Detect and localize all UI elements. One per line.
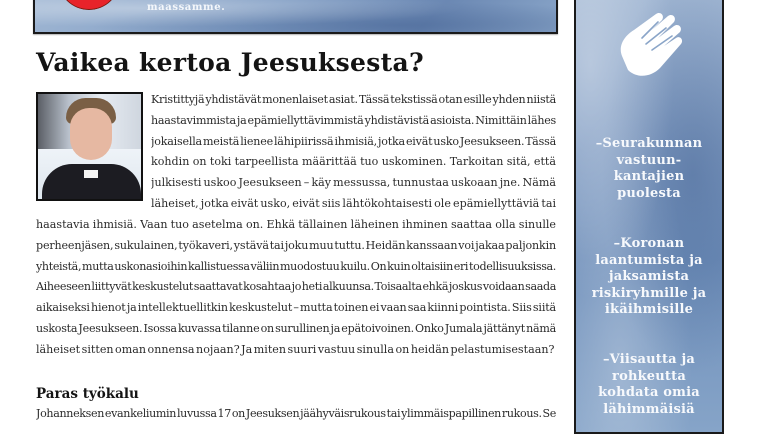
prayer-sidebar	[574, 0, 724, 434]
prayer-item	[576, 236, 722, 319]
prayer-line: –Seurakunnan	[595, 136, 703, 151]
prayer-item	[576, 136, 722, 202]
author-photo	[36, 92, 143, 201]
prayer-line: –Viisautta ja	[602, 352, 696, 367]
body-line: haastavia ihmisiä. Vaan tuo asetelma on. Ehkä tällainen läheinen ihminen saattaa olla sinulle	[36, 218, 556, 231]
body-line: Johanneksen evankeliumin luvussa 17 on Jeesuksen jäähyväisrukous tai ylimmäispapillinen rukous. Se	[36, 407, 556, 420]
prayer-line: lähimmäisiä	[603, 401, 695, 417]
banner-text: maassamme.	[147, 2, 226, 13]
body-line: uskosta Jeesukseen. Isossa kuvassa tilanne on surullinen ja epätoivoinen. Onko Jumala jättänyt nämä	[36, 321, 556, 335]
section-body	[36, 404, 556, 425]
church-logo-icon	[59, 0, 119, 10]
top-banner	[33, 0, 558, 34]
body-line: julkisesti uskoo Jeesukseen – käy messussa, tunnustaa uskoaan jne. Nämä	[151, 176, 556, 190]
prayer-line: jaksamista	[608, 269, 690, 284]
prayer-line: laantumista ja	[595, 252, 703, 268]
body-line: läheiset sitten oman onnensa nojaan? Ja miten suuri vastuu sinulla on heidän pelastumisestaan?	[36, 342, 555, 356]
praying-hand-icon	[612, 8, 692, 88]
body-line: kohdin on toki tarpeellista määrittää tuo uskominen. Tarkoitan sitä, että	[151, 155, 556, 169]
article-title: Vaikea kertoa Jeesuksesta?	[36, 48, 424, 77]
body-line: Aiheeseen liittyvät keskustelut saattavat kosahtaa jo heti alkuunsa. Toisaalta ehkä joskus voidaan saada	[36, 280, 556, 294]
prayer-line: kohdata omia	[598, 385, 700, 400]
body-line: Kristittyjä yhdistävät monenlaiset asiat. Tässä tekstissä otan esille yhden niistä	[151, 93, 556, 106]
prayer-line: rohkeutta	[612, 368, 686, 384]
body-line: läheiset, jotka eivät usko, eivät siis lähtökohtaisesti ole epämiellyttäviä tai	[151, 196, 556, 210]
prayer-line: riskiryhmille ja	[591, 285, 707, 301]
article-intro	[151, 90, 556, 215]
prayer-line: vastuun-	[616, 152, 682, 168]
body-line: jokaisella meistä lienee lähipiirissä ihmisiä, jotka eivät usko Jeesukseen. Tässä	[151, 134, 556, 148]
prayer-line: ikäihmisille	[604, 302, 694, 317]
prayer-item	[576, 352, 722, 418]
body-line: perheenjäsen, sukulainen, työkaveri, ystävä tai joku muu tuttu. Heidän kanssaan voi jakaa paljonkin	[36, 238, 556, 252]
prayer-line: puolesta	[617, 185, 681, 201]
body-line: yhteistä, mutta uskonasioihin kallistuessa väliin muodostuu kuilu. On kuin oltaisiin eri todellisuuksissa.	[36, 259, 556, 273]
article-body	[36, 215, 556, 361]
body-line: haastavimmista ja epämiellyttävimmistä yhdistävistä asioista. Nimittäin lähes	[151, 113, 556, 127]
body-line: aikaiseksi hienot ja intellektuellitkin keskustelut – mutta toinen ei vaan saa kiinni pointista. Siis siitä	[36, 301, 556, 315]
prayer-line: –Koronan	[613, 236, 685, 251]
section-heading: Paras työkalu	[36, 386, 139, 402]
prayer-line: kantajien	[613, 169, 685, 184]
